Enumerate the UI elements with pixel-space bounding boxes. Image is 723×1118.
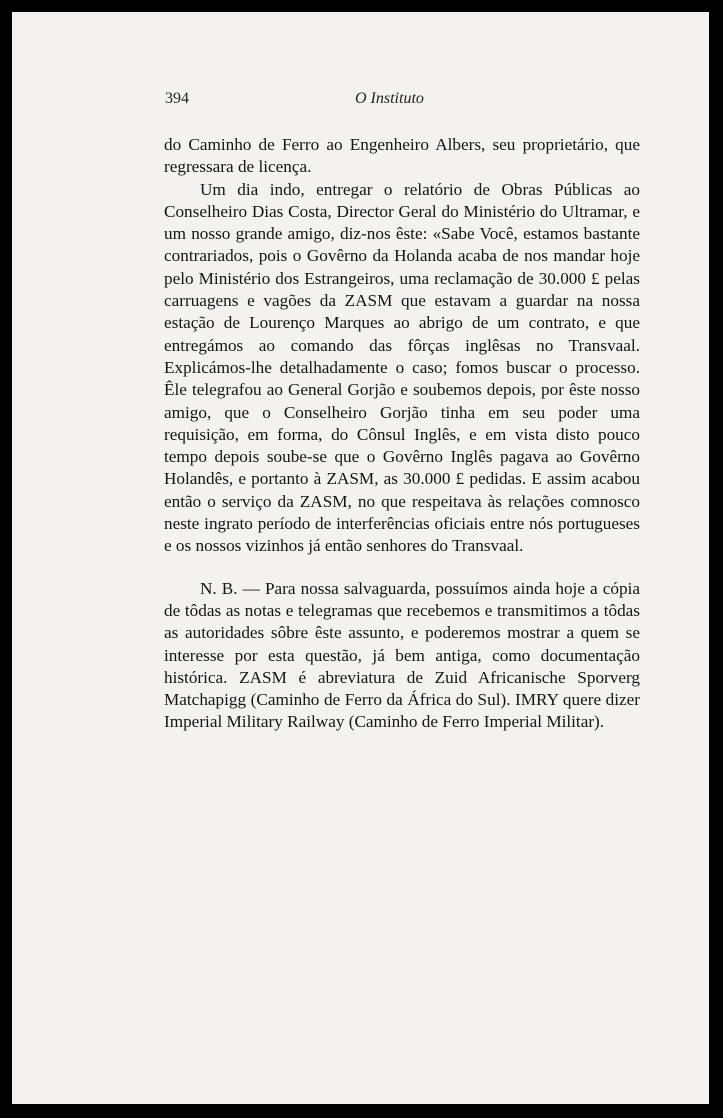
paragraph-continuation: do Caminho de Ferro ao Engenheiro Albers, seu proprietário, que regressara de licença. bbox=[164, 135, 640, 177]
paragraph-main: Um dia indo, entregar o relatório de Obras Públicas ao Conselheiro Dias Costa, Director Geral do Ministério do Ultramar, e um nosso grande amigo, diz-nos êste: «Sabe Você, estamos bastante contrariados, pois o Govêrno da Holanda acaba de nos mandar hoje pelo Ministério dos Estrangeiros, uma reclamação de 30.000 £ pelas carruagens e vagões da ZASM que estavam a guardar na nossa estação de Lourenço Marques ao abrigo de um contrato, e que entregámos ao comando das fôrças inglêsas no Transvaal. Explicámos-lhe detalhadamente o caso; fomos buscar o processo. Êle telegrafou ao General Gorjão e soubemos depois, por êste nosso amigo, que o Conselheiro Gorjão tinha em seu poder uma requisição, em forma, do Cônsul Inglês, e em vista disto pouco tempo depois soube-se que o Govêrno Inglês pagava ao Govêrno Holandês, e portanto à ZASM, as 30.000 £ pedidas. E assim acabou então o serviço da ZASM, no que respeitava às relações comnosco neste ingrato período de interferências oficiais entre nós portugueses e os nossos vizinhos já então senhores do Transvaal. bbox=[164, 179, 640, 556]
book-page bbox=[12, 12, 709, 1104]
page-number: 394 bbox=[165, 90, 189, 107]
paragraph-note: N. B. — Para nossa salvaguarda, possuímos ainda hoje a cópia de tôdas as notas e telegramas que recebemos e transmitimos a tôdas as autoridades sôbre êste assunto, e poderemos mostrar a quem se interesse por esta questão, já bem antiga, como documentação histórica. ZASM é abreviatura de Zuid Africanische Sporverg Matchapigg (Caminho de Ferro da África do Sul). IMRY quere dizer Imperial Military Railway (Caminho de Ferro Imperial Militar). bbox=[164, 578, 640, 732]
running-head bbox=[165, 90, 585, 112]
text-block bbox=[164, 134, 640, 734]
journal-title: O Instituto bbox=[355, 90, 424, 107]
